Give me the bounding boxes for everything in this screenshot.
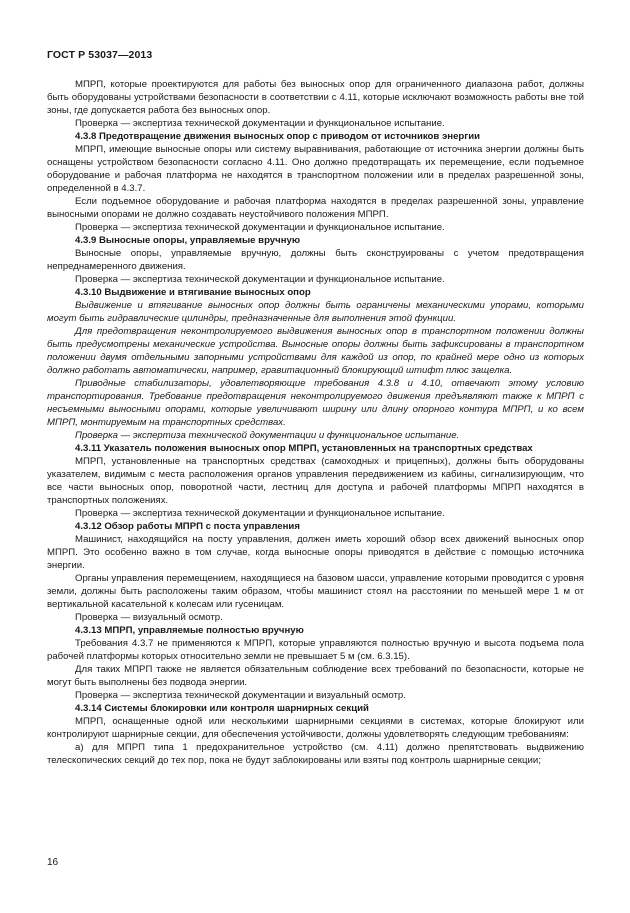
check-note-italic: Проверка — экспертиза технической документации и функциональное испытание. <box>75 430 460 441</box>
paragraph-italic: Для предотвращения неконтролируемого выдвижения выносных опор в транспортном положении должны быть предусмотрены механические устройства. Выносные опоры должны быть зафиксированы в транспортном положении двумя отдельными запорными устройствами для каждой из опор, по крайней мере одно из которых должно работать автоматически, например, гравитационный блокирующий штифт плюс защелка. <box>47 326 584 376</box>
section-heading-4-3-12: 4.3.12 Обзор работы МПРП с поста управления <box>75 521 300 532</box>
list-item-a: а) для МПРП типа 1 предохранительное устройство (см. 4.11) должно препятствовать выдвижению телескопических секций до тех пор, пока не будут заблокированы или взяты под контроль шарнирные секции; <box>47 742 584 766</box>
check-note: Проверка — экспертиза технической документации и функциональное испытание. <box>75 222 445 233</box>
check-note: Проверка — экспертиза технической документации и функциональное испытание. <box>75 118 445 129</box>
section-heading-4-3-14: 4.3.14 Системы блокировки или контроля шарнирных секций <box>75 703 369 714</box>
paragraph: МПРП, оснащенные одной или несколькими шарнирными секциями в системах, которые блокируют или контролируют шарнирные секции, для обеспечения устойчивости, должны удовлетворять следующим требованиям: <box>47 716 584 740</box>
document-body <box>47 78 584 767</box>
section-heading-4-3-9: 4.3.9 Выносные опоры, управляемые вручную <box>75 235 301 246</box>
page-number: 16 <box>47 857 59 868</box>
section-heading-4-3-13: 4.3.13 МПРП, управляемые полностью вручную <box>75 625 304 636</box>
section-heading-4-3-8: 4.3.8 Предотвращение движения выносных опор с приводом от источников энергии <box>75 131 481 142</box>
check-note: Проверка — экспертиза технической документации и функциональное испытание. <box>75 508 445 519</box>
paragraph: МПРП, которые проектируются для работы без выносных опор для ограниченного диапазона работ, должны быть оборудованы устройствами безопасности в соответствии с 4.11, которые исключают возможность работы вне той зоны, где допускается работа без выносных опор. <box>47 79 584 116</box>
paragraph: Требования 4.3.7 не применяются к МПРП, которые управляются полностью вручную и высота подъема пола рабочей платформы которых относительно земли не превышает 5 м (см. 6.3.15). <box>47 638 584 662</box>
paragraph: Выносные опоры, управляемые вручную, должны быть сконструированы с учетом предотвращения непреднамеренного движения. <box>47 248 584 272</box>
check-note: Проверка — визуальный осмотр. <box>75 612 223 623</box>
paragraph: Для таких МПРП также не является обязательным соблюдение всех требований по безопасности, которые не могут быть выполнены без подвода энергии. <box>47 664 584 688</box>
paragraph-italic: Выдвижение и втягивание выносных опор должны быть ограничены механическими упорами, которыми могут быть гидравлические цилиндры, предназначенные для выполнения этой функции. <box>47 300 584 324</box>
section-heading-4-3-10: 4.3.10 Выдвижение и втягивание выносных опор <box>75 287 311 298</box>
paragraph-italic: Приводные стабилизаторы, удовлетворяющие требования 4.3.8 и 4.10, отвечают этому условию транспортирования. Требование предотвращения неконтролируемого движения предъявляют также к МПРП с несъемными выносными опорами, которые увеличивают ширину или длину опорного контура МПРП, и ко всем МПРП, монтируемым на транспортных средствах. <box>47 378 584 428</box>
paragraph: Машинист, находящийся на посту управления, должен иметь хороший обзор всех движений выносных опор МПРП. Это особенно важно в том случае, когда выносные опоры приводятся в действие с помощью источника энергии. <box>47 534 584 571</box>
paragraph: МПРП, имеющие выносные опоры или систему выравнивания, работающие от источника энергии должны быть оснащены устройством безопасности согласно 4.11. Оно должно предотвращать их перемещение, если подъемное оборудование и рабочая платформа не находятся в транспортном положении или в пределах разрешенной зоны, определенной в 4.3.7. <box>47 144 584 194</box>
check-note: Проверка — экспертиза технической документации и визуальный осмотр. <box>75 690 406 701</box>
paragraph: Органы управления перемещением, находящиеся на базовом шасси, управление которыми проводится с уровня земли, должны быть расположены таким образом, чтобы машинист стоял на расстоянии по меньшей мере 1 м от вертикальной касательной к колесам или гусеницам. <box>47 573 584 610</box>
paragraph: МПРП, установленные на транспортных средствах (самоходных и прицепных), должны быть оборудованы указателем, видимым с места расположения органов управления передвижением из кабины, сигнализирующим, что все части выносных опор, поворотной части, лестниц для доступа и рабочей платформы МПРП находятся в транспортных положениях. <box>47 456 584 506</box>
paragraph: Если подъемное оборудование и рабочая платформа находятся в пределах разрешенной зоны, управление выносными опорами не должно создавать неустойчивого положения МПРП. <box>47 196 584 220</box>
check-note: Проверка — экспертиза технической документации и функциональное испытание. <box>75 274 445 285</box>
document-header: ГОСТ Р 53037—2013 <box>47 49 153 61</box>
section-heading-4-3-11: 4.3.11 Указатель положения выносных опор МПРП, установленных на транспортных средствах <box>75 443 533 454</box>
